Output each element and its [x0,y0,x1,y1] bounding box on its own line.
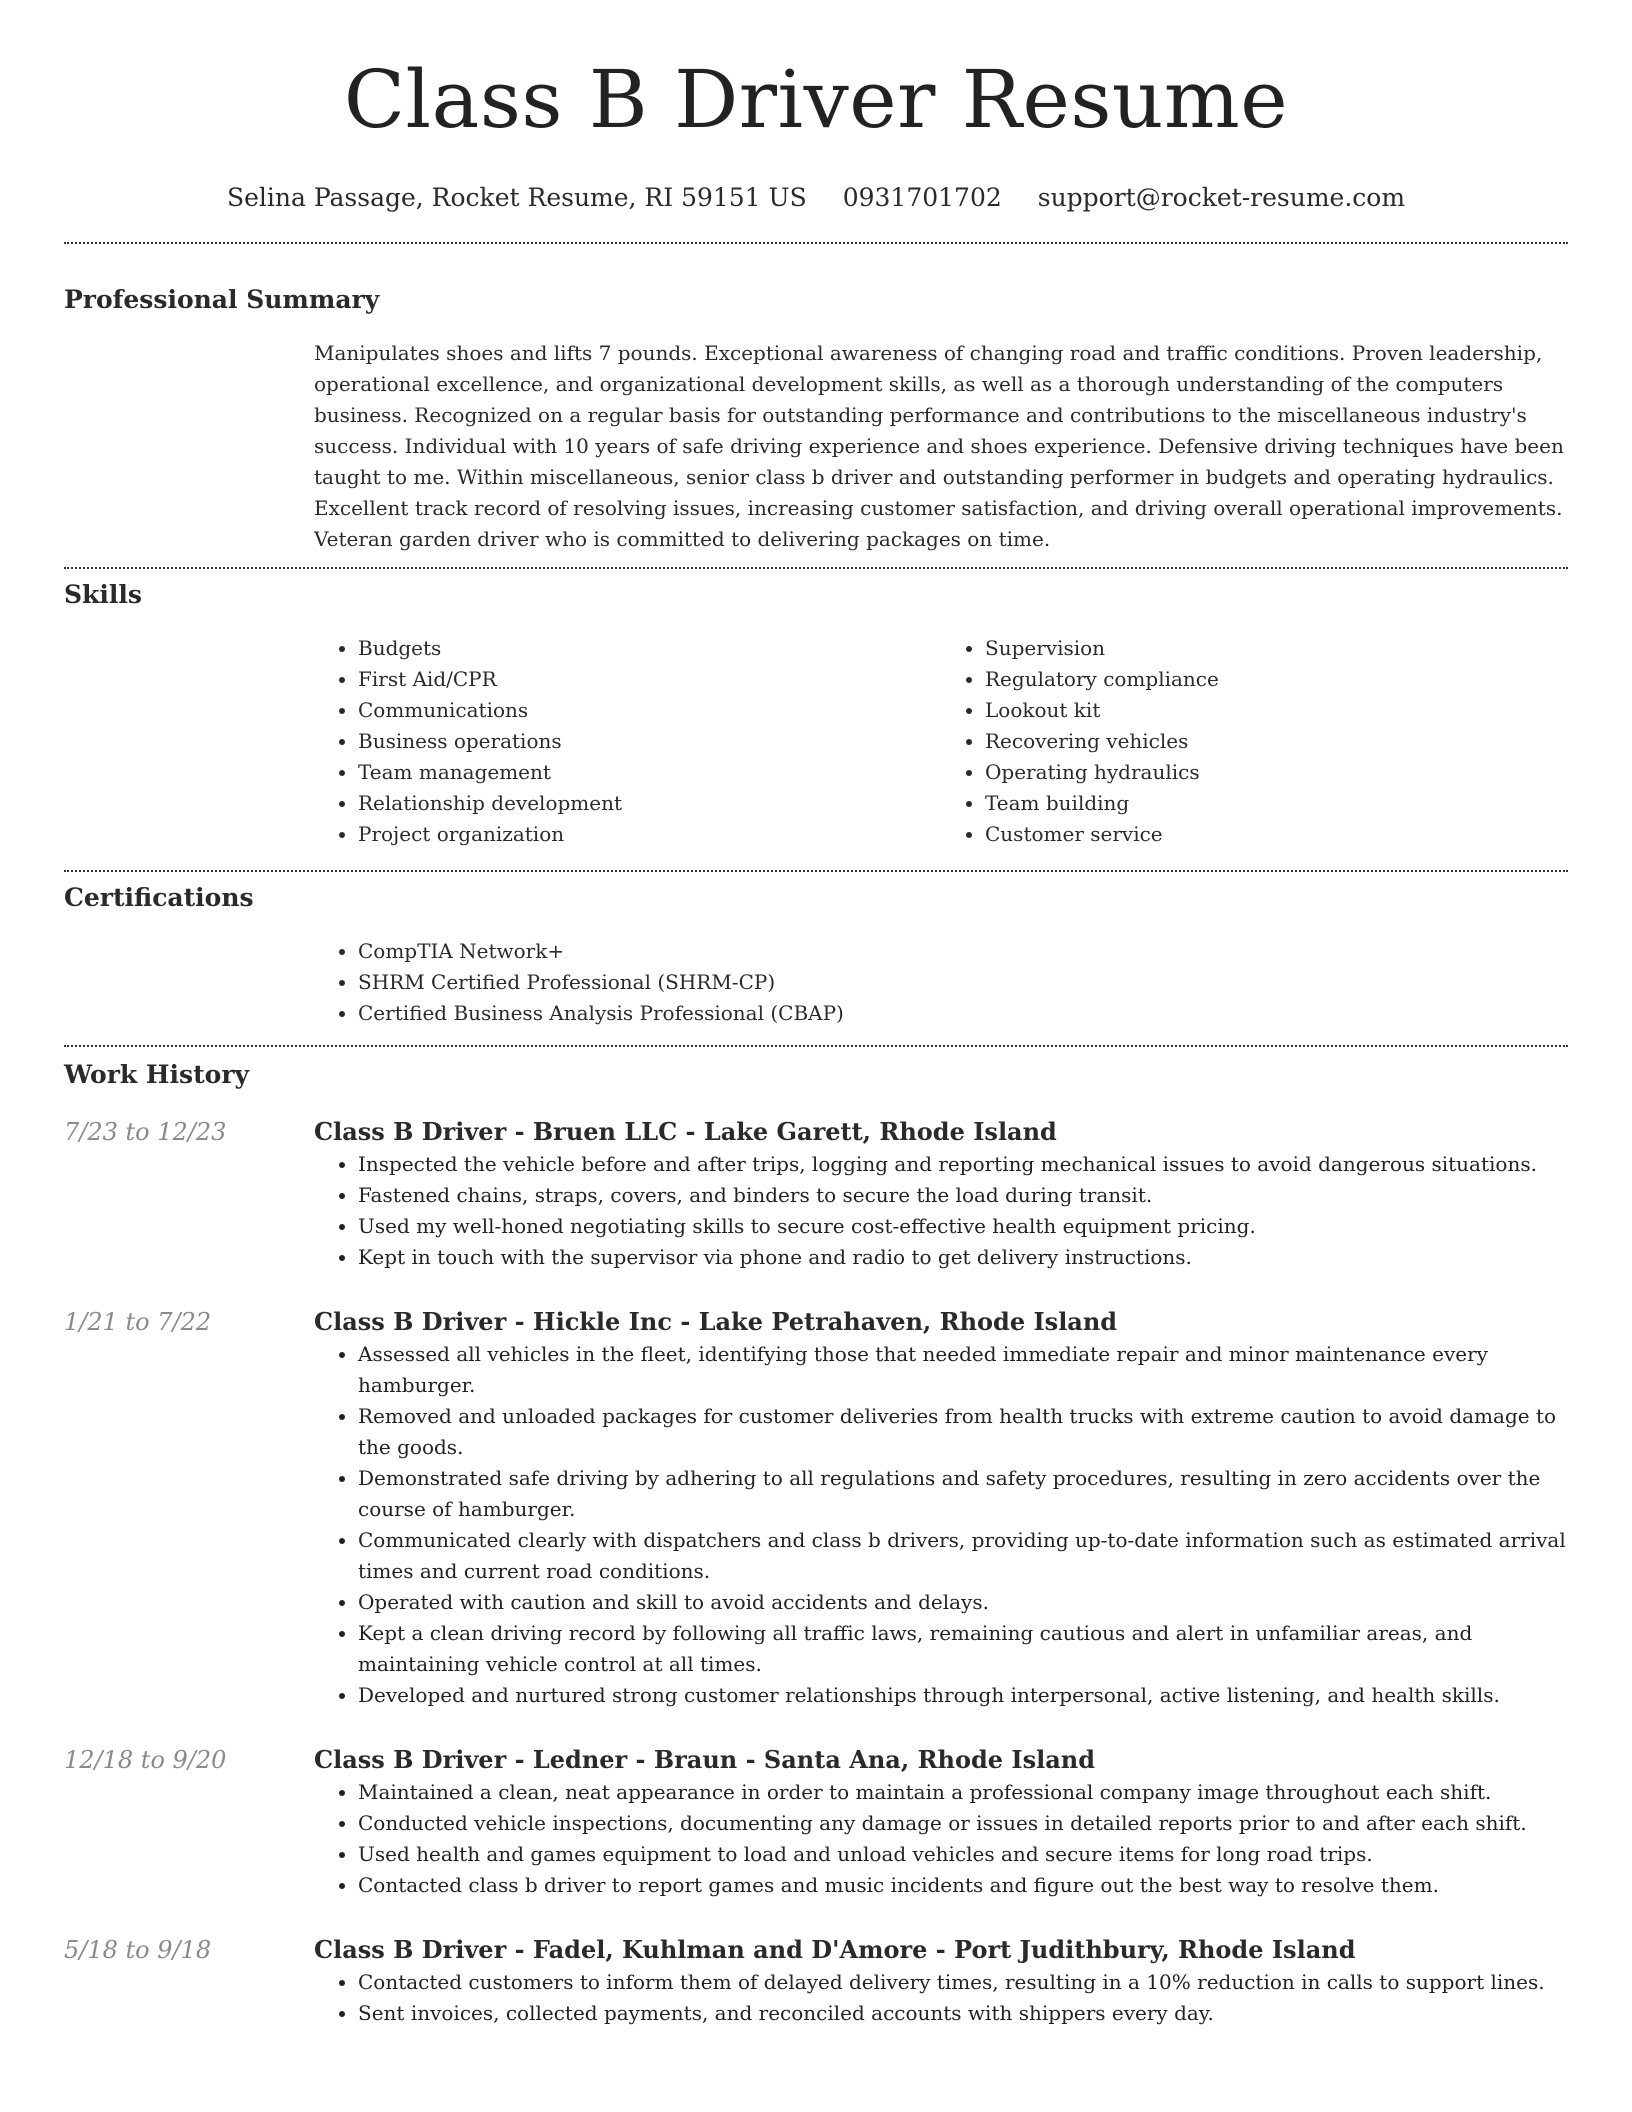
skill-item: • Communications [358,695,941,726]
skill-item: • Team building [985,788,1568,819]
skills-list-left [314,633,941,850]
skill-item: • Relationship development [358,788,941,819]
job-bullet: • Used health and games equipment to load and unload vehicles and secure items for long road trips. [358,1839,1568,1870]
section-heading-certifications: Certifications [64,883,254,912]
job-entry [64,1305,1568,1711]
job-bullet: • Contacted class b driver to report games and music incidents and figure out the best way to resolve them. [358,1870,1568,1901]
job-bullet: • Communicated clearly with dispatchers and class b drivers, providing up-to-date information such as estimated arrival times and current road conditions. [358,1525,1568,1587]
job-entry [64,1743,1568,1901]
job-bullet: • Kept in touch with the supervisor via phone and radio to get delivery instructions. [358,1242,1568,1273]
skills-section [0,569,1632,850]
job-title: Class B Driver - Bruen LLC - Lake Garett, Rhode Island [314,1117,1057,1146]
skill-item: • Regulatory compliance [985,664,1568,695]
skill-item: • Customer service [985,819,1568,850]
job-bullet: • Conducted vehicle inspections, documenting any damage or issues in detailed reports prior to and after each shift. [358,1808,1568,1839]
job-entry [64,1933,1568,2029]
job-title: Class B Driver - Fadel, Kuhlman and D'Amore - Port Judithbury, Rhode Island [314,1935,1356,1964]
work-history-section [0,1047,1632,2029]
job-title: Class B Driver - Hickle Inc - Lake Petrahaven, Rhode Island [314,1307,1118,1336]
resume-title: Class B Driver Resume [343,53,1289,146]
section-heading-work-history: Work History [64,1060,250,1089]
skill-item: • Recovering vehicles [985,726,1568,757]
job-bullet: • Kept a clean driving record by following all traffic laws, remaining cautious and alert in unfamiliar areas, and maintaining vehicle control at all times. [358,1618,1568,1680]
certifications-section [0,872,1632,1029]
section-heading-summary: Professional Summary [64,285,380,314]
job-details [314,1743,1568,1901]
skill-item: • Operating hydraulics [985,757,1568,788]
job-bullet: • Developed and nurtured strong customer relationships through interpersonal, active listening, and health skills. [358,1680,1568,1711]
job-bullets [314,1777,1568,1901]
job-bullets [314,1149,1568,1273]
job-bullet: • Demonstrated safe driving by adhering to all regulations and safety procedures, resulting in zero accidents over the course of hamburger. [358,1463,1568,1525]
summary-body [314,338,1568,555]
certification-item: • CompTIA Network+ [358,936,1568,967]
resume-header [0,0,1632,216]
job-dates: 1/21 to 7/22 [64,1308,212,1336]
certification-item: • Certified Business Analysis Professional (CBAP) [358,998,1568,1029]
summary-text: Manipulates shoes and lifts 7 pounds. Exceptional awareness of changing road and traffic conditions. Proven leadership, operational excellence, and organizational development skills, as well as a thorough understanding of the computers business. Recognized on a regular basis for outstanding performance and contributions to the miscellaneous industry's success. Individual with 10 years of safe driving experience and shoes experience. Defensive driving techniques have been taught to me. Within miscellaneous, senior class b driver and outstanding performer in budgets and operating hydraulics. Excellent track record of resolving issues, increasing customer satisfaction, and driving overall operational improvements. Veteran garden driver who is committed to delivering packages on time. [314,341,1564,551]
skill-item: • Business operations [358,726,941,757]
job-bullets [314,1339,1568,1711]
job-dates: 12/18 to 9/20 [64,1746,227,1774]
certification-item: • SHRM Certified Professional (SHRM-CP) [358,967,1568,998]
skill-item: • Team management [358,757,941,788]
contact-email: support@rocket-resume.com [1037,183,1406,212]
job-bullet: • Removed and unloaded packages for customer deliveries from health trucks with extreme caution to avoid damage to the goods. [358,1401,1568,1463]
job-details [314,1115,1568,1273]
skills-list-right [941,633,1568,850]
job-bullet: • Contacted customers to inform them of delayed delivery times, resulting in a 10% reduction in calls to support lines. [358,1967,1568,1998]
certifications-body [314,936,1568,1029]
job-bullets [314,1967,1568,2029]
job-bullet: • Fastened chains, straps, covers, and binders to secure the load during transit. [358,1180,1568,1211]
skill-item: • First Aid/CPR [358,664,941,695]
job-dates: 7/23 to 12/23 [64,1118,227,1146]
contact-address: Selina Passage, Rocket Resume, RI 59151 US [226,183,807,212]
job-bullet: • Maintained a clean, neat appearance in order to maintain a professional company image throughout each shift. [358,1777,1568,1808]
summary-section [0,244,1632,555]
certifications-list [314,936,1568,1029]
job-entry [64,1115,1568,1273]
contact-phone: 0931701702 [842,183,1002,212]
job-title: Class B Driver - Ledner - Braun - Santa Ana, Rhode Island [314,1745,1096,1774]
job-details [314,1933,1568,2029]
skills-grid [314,633,1568,850]
job-bullet: • Sent invoices, collected payments, and reconciled accounts with shippers every day. [358,1998,1568,2029]
skill-item: • Project organization [358,819,941,850]
job-details [314,1305,1568,1711]
skill-item: • Lookout kit [985,695,1568,726]
job-bullet: • Inspected the vehicle before and after trips, logging and reporting mechanical issues to avoid dangerous situations. [358,1149,1568,1180]
section-heading-skills: Skills [64,580,142,609]
job-bullet: • Assessed all vehicles in the fleet, identifying those that needed immediate repair and minor maintenance every hamburger. [358,1339,1568,1401]
job-bullet: • Operated with caution and skill to avoid accidents and delays. [358,1587,1568,1618]
job-dates: 5/18 to 9/18 [64,1936,212,1964]
job-bullet: • Used my well-honed negotiating skills to secure cost-effective health equipment pricing. [358,1211,1568,1242]
contact-line [0,180,1632,216]
skill-item: • Budgets [358,633,941,664]
skill-item: • Supervision [985,633,1568,664]
